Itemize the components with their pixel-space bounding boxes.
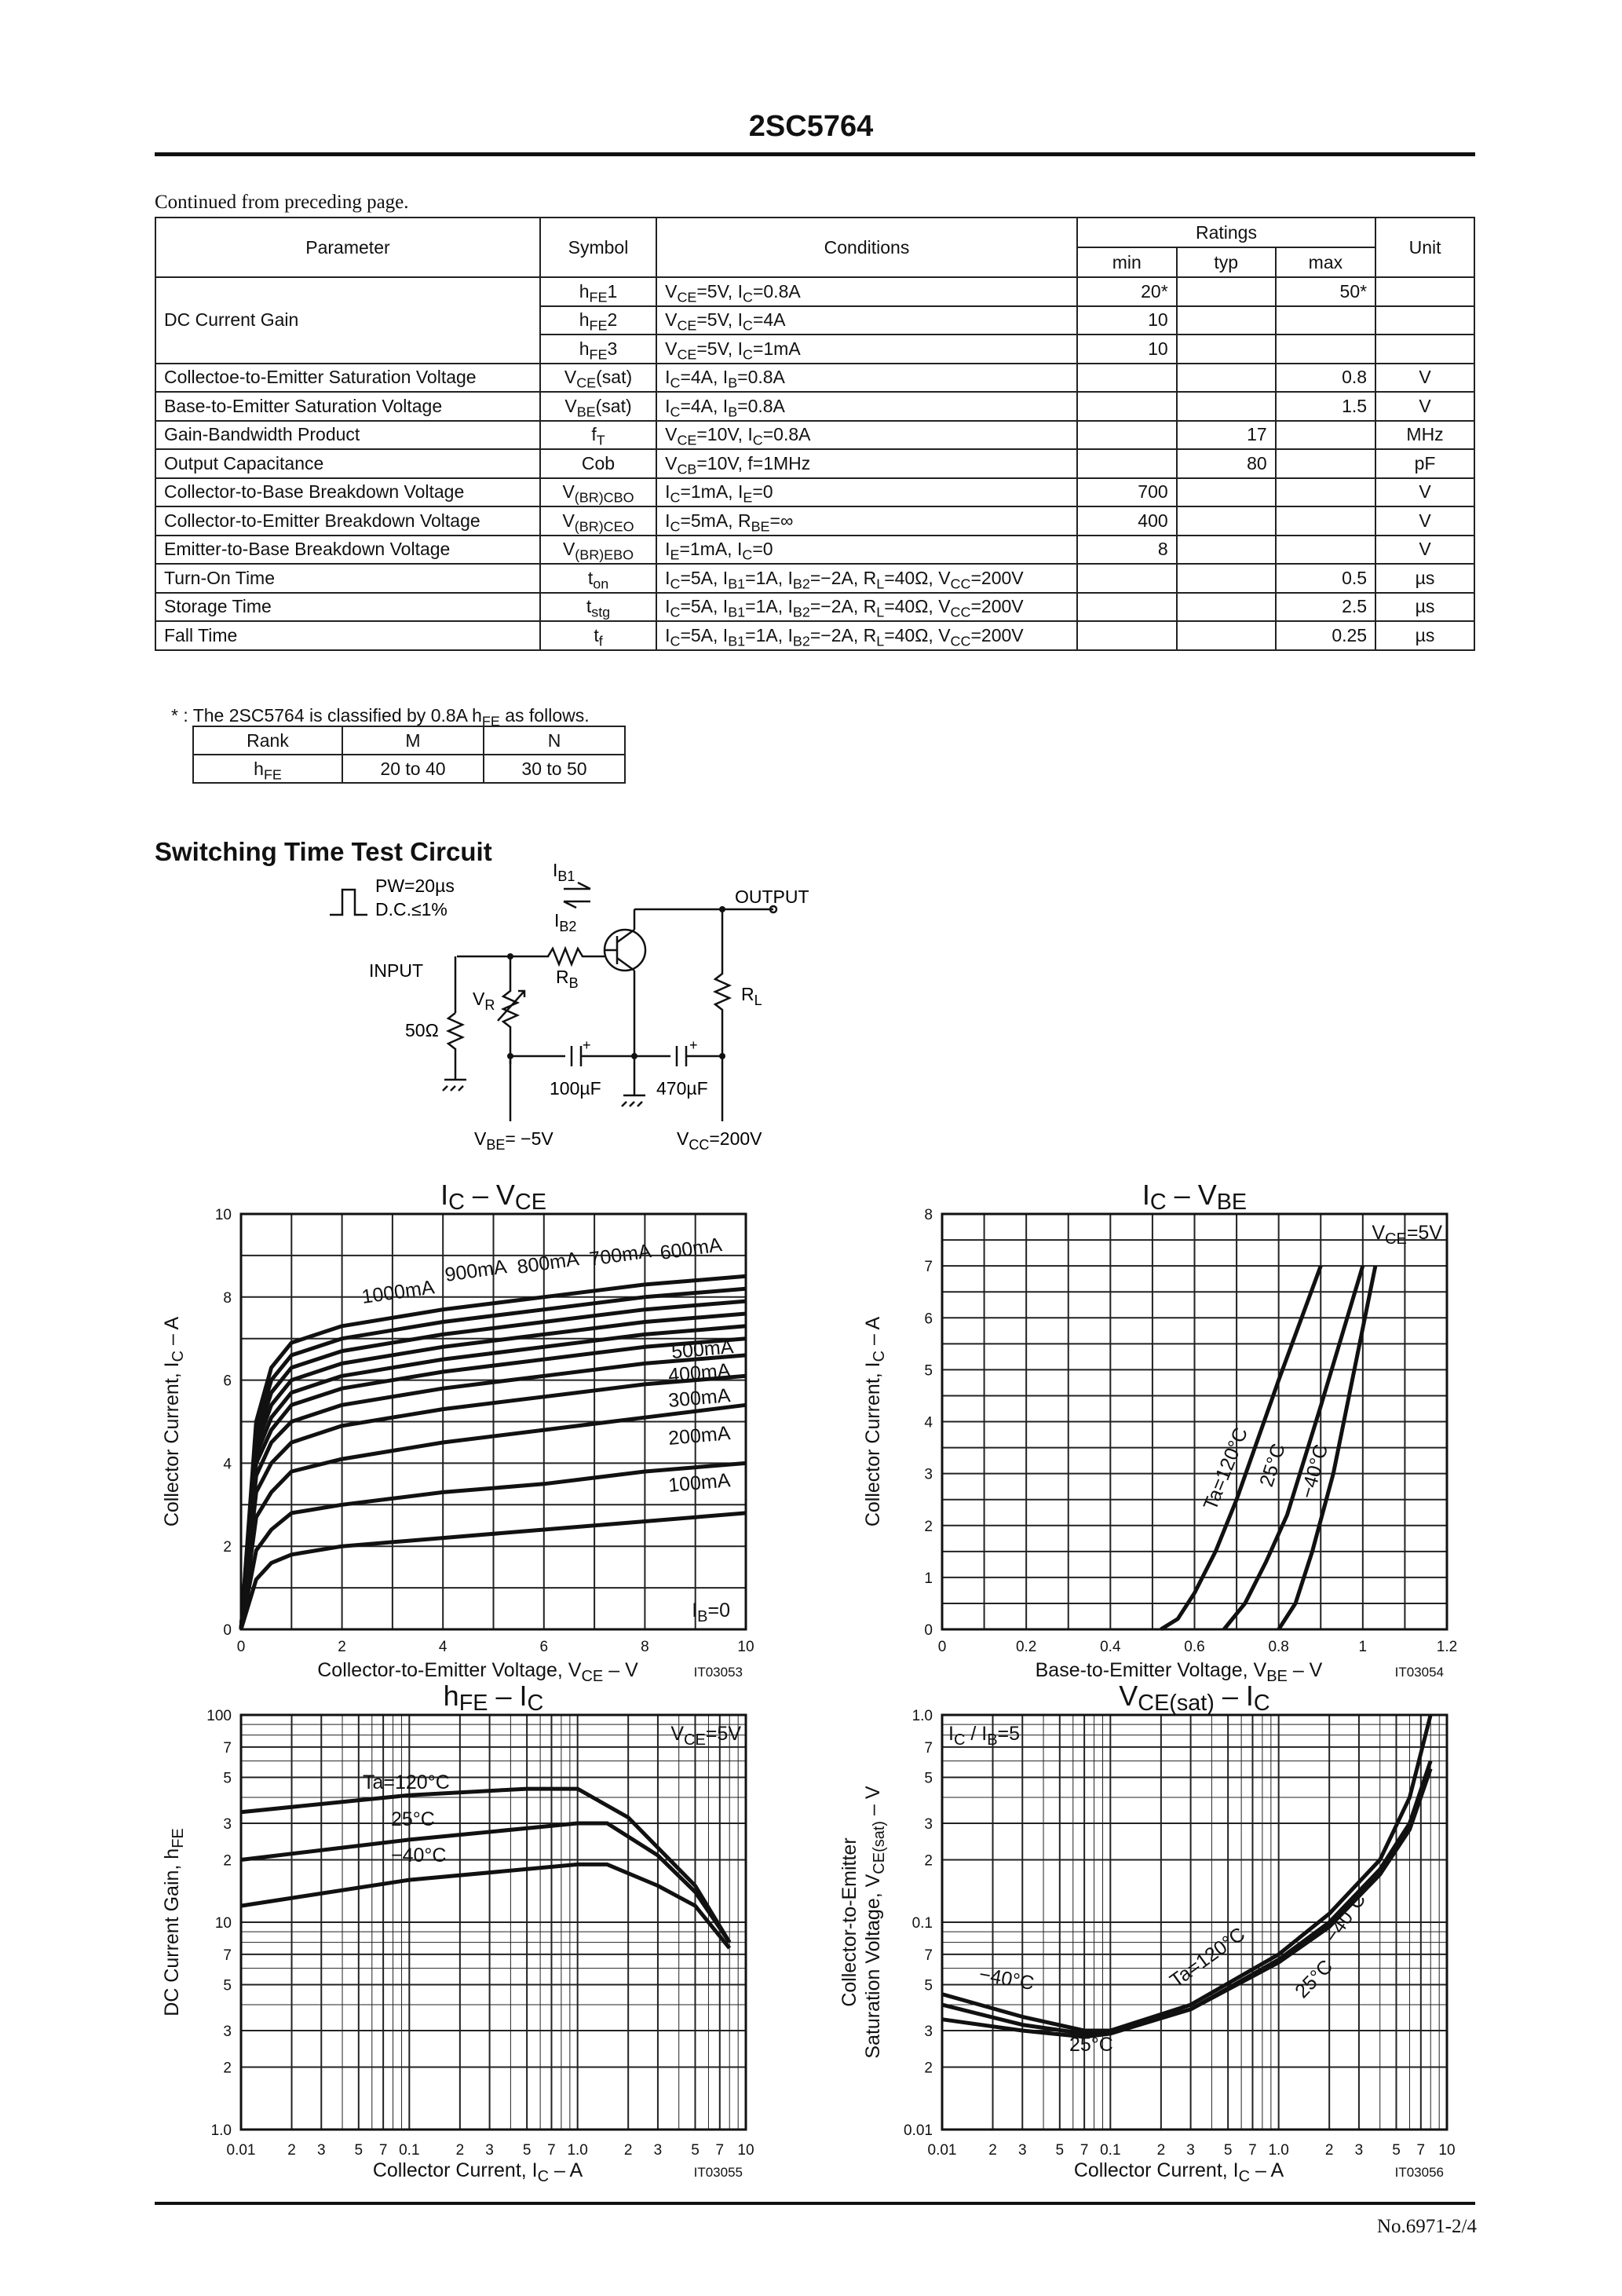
- y-tick-label: 4: [924, 1414, 933, 1431]
- y-axis-label: Collector-to-Emitter: [838, 1837, 860, 2007]
- symbol-cell: Cob: [540, 449, 656, 478]
- chart-title: IC – VCE: [440, 1179, 546, 1215]
- series-label: 400mA: [667, 1359, 732, 1387]
- circuit-title: Switching Time Test Circuit: [155, 837, 492, 866]
- series-label: 900mA: [443, 1256, 509, 1286]
- col-parameter: Parameter: [155, 218, 540, 277]
- symbol-cell: $V_{CE}(sat)$: [540, 364, 656, 393]
- y-tick-label: 2: [924, 2060, 933, 2077]
- col-conditions: Conditions: [656, 218, 1077, 277]
- chart-1: [161, 1179, 754, 1685]
- symbol-cell: $t_{stg}$: [540, 593, 656, 622]
- symbol-cell: $V_{(BR)CEO}$: [540, 506, 656, 536]
- unit-cell: V: [1375, 364, 1474, 393]
- param-label: $V_{CE}=5V$: [1372, 1222, 1442, 1248]
- col-max: max: [1276, 247, 1375, 277]
- param-cell: Storage Time: [155, 593, 540, 622]
- unit-cell: µs: [1375, 593, 1474, 622]
- ib2-label: $I_{B2}$: [554, 910, 577, 934]
- y-tick-label: 7: [223, 1739, 232, 1757]
- x-tick-label: 7: [378, 2142, 388, 2159]
- col-typ: typ: [1177, 247, 1276, 277]
- max-cell: 1.5: [1276, 392, 1375, 421]
- x-tick-label: 10: [1438, 2142, 1456, 2159]
- param-cell: Turn-On Time: [155, 564, 540, 593]
- y-tick-label: 3: [223, 1816, 232, 1834]
- conditions-cell: $I_C=1mA$, $I_E=0$: [656, 478, 1077, 507]
- x-tick-label: 2: [1156, 2142, 1166, 2159]
- symbol-cell: $t_{on}$: [540, 564, 656, 593]
- x-tick-label: 3: [1186, 2142, 1195, 2159]
- cap-plus-2: +: [689, 1037, 698, 1053]
- rl-label: $R_L$: [741, 984, 762, 1008]
- x-tick-label: 7: [547, 2142, 556, 2159]
- x-tick-label: 2: [455, 2142, 465, 2159]
- document-title: 2SC5764: [748, 110, 874, 143]
- x-tick-label: 2: [287, 2142, 296, 2159]
- x-axis-label: Collector-to-Emitter Voltage, $V_{CE}$ – V: [317, 1659, 638, 1685]
- chart-title: IC – VBE: [1142, 1179, 1248, 1215]
- rank-n-value: 30 to 50: [484, 755, 625, 783]
- rank-head-rank: Rank: [193, 726, 342, 755]
- y-tick-label: 1.0: [210, 2122, 232, 2139]
- series-label: 600mA: [658, 1234, 724, 1264]
- conditions-cell: $I_C=5A$, $I_{B1}=1A$, $I_{B2}=-2A$, $R_L=40\Omega$, $V_{CC}=200V$: [656, 621, 1077, 650]
- rank-m-value: 20 to 40: [342, 755, 484, 783]
- series-label: 25°C: [1255, 1441, 1290, 1490]
- unit-cell: V: [1375, 506, 1474, 536]
- x-tick-label: 5: [354, 2142, 363, 2159]
- min-cell: 8: [1077, 536, 1177, 565]
- y-tick-label: 8: [924, 1207, 933, 1223]
- unit-cell: pF: [1375, 449, 1474, 478]
- continued-note: Continued from preceding page.: [155, 192, 409, 213]
- symbol-cell: $V_{(BR)EBO}$: [540, 536, 656, 565]
- chart-code: IT03055: [693, 2165, 743, 2180]
- y-tick-label: 3: [223, 2024, 232, 2041]
- y-axis-label: DC Current Gain, $h_{FE}$: [161, 1828, 187, 2016]
- symbol-cell: $h_{FE}1$: [540, 277, 656, 306]
- x-tick-label: 0.6: [1184, 1639, 1205, 1655]
- param-cell: Collector-to-Emitter Breakdown Voltage: [155, 506, 540, 536]
- y-tick-label: 10: [214, 1915, 232, 1932]
- chart-4: [838, 1680, 1456, 2185]
- x-tick-label: 4: [438, 1639, 448, 1655]
- x-tick-label: 1: [1358, 1639, 1368, 1655]
- y-tick-label: 0.1: [911, 1915, 933, 1932]
- param-cell: Output Capacitance: [155, 449, 540, 478]
- vbe-label: $V_{BE}= -5V$: [474, 1128, 553, 1153]
- x-axis-label: Collector Current, $I_C$ – A: [1073, 2159, 1284, 2185]
- page-number: No.6971-2/4: [1376, 2216, 1477, 2237]
- x-tick-label: 7: [1248, 2142, 1257, 2159]
- series-label: Ta=120°C: [1199, 1424, 1253, 1514]
- max-cell: 2.5: [1276, 593, 1375, 622]
- x-tick-label: 0.4: [1100, 1639, 1121, 1655]
- x-tick-label: 0: [236, 1639, 246, 1655]
- x-tick-label: 0.8: [1268, 1639, 1289, 1655]
- min-cell: 400: [1077, 506, 1177, 536]
- unit-cell: MHz: [1375, 421, 1474, 450]
- y-tick-label: 1: [924, 1570, 933, 1587]
- x-tick-label: 1.0: [1268, 2142, 1289, 2159]
- symbol-cell: $V_{BE}(sat)$: [540, 392, 656, 421]
- x-tick-label: 3: [653, 2142, 663, 2159]
- y-axis-label: Collector Current, $I_C$ – A: [161, 1316, 187, 1527]
- series-line: [241, 1789, 729, 1943]
- series-label: 100mA: [667, 1469, 732, 1497]
- y-tick-label: 7: [924, 1259, 933, 1276]
- series-label: −40°C: [1295, 1442, 1333, 1501]
- chart-title: VCE(sat) – IC: [1119, 1680, 1270, 1716]
- x-tick-label: 0.2: [1015, 1639, 1037, 1655]
- series-label: Ta=120°C: [363, 1771, 450, 1793]
- series-label: 25°C: [1291, 1955, 1338, 2003]
- x-axis-label: Collector Current, $I_C$ – A: [372, 2159, 583, 2185]
- x-tick-label: 5: [1055, 2142, 1065, 2159]
- chart-title: hFE – IC: [443, 1680, 544, 1716]
- min-cell: 20*: [1077, 277, 1177, 306]
- conditions-cell: $V_{CE}=5V$, $I_C=4A$: [656, 306, 1077, 335]
- col-symbol: Symbol: [540, 218, 656, 277]
- param-cell: DC Current Gain: [155, 277, 540, 364]
- x-tick-label: 7: [1416, 2142, 1426, 2159]
- min-cell: 10: [1077, 335, 1177, 364]
- input-label: INPUT: [369, 960, 423, 981]
- y-tick-label: 0.01: [904, 2122, 933, 2139]
- r50-label: 50Ω: [405, 1020, 439, 1040]
- chart-code: IT03054: [1394, 1665, 1444, 1680]
- x-tick-label: 3: [1354, 2142, 1364, 2159]
- series-label: 500mA: [670, 1336, 735, 1363]
- y-tick-label: 2: [223, 1852, 232, 1870]
- unit-cell: V: [1375, 536, 1474, 565]
- max-cell: 0.5: [1276, 564, 1375, 593]
- y-tick-label: 3: [924, 1466, 933, 1483]
- unit-cell: µs: [1375, 564, 1474, 593]
- unit-cell: µs: [1375, 621, 1474, 650]
- y-tick-label: 10: [214, 1207, 232, 1223]
- x-tick-label: 1.2: [1436, 1639, 1458, 1655]
- series-label: Ta=120°C: [1166, 1923, 1250, 1992]
- conditions-cell: $I_C=4A$, $I_B=0.8A$: [656, 364, 1077, 393]
- y-tick-label: 8: [223, 1289, 232, 1307]
- x-tick-label: 0.1: [399, 2142, 420, 2159]
- y-tick-label: 0: [924, 1622, 933, 1639]
- unit-cell: V: [1375, 392, 1474, 421]
- x-tick-label: 2: [338, 1639, 346, 1655]
- y-tick-label: 5: [924, 1770, 933, 1787]
- vr-label: $V_R$: [473, 989, 495, 1013]
- max-cell: 50*: [1276, 277, 1375, 306]
- param-label: $I_C / I_B=5$: [948, 1723, 1021, 1749]
- x-tick-label: 2: [623, 2142, 633, 2159]
- y-tick-label: 100: [206, 1708, 232, 1724]
- conditions-cell: $I_C=5A$, $I_{B1}=1A$, $I_{B2}=-2A$, $R_L=40\Omega$, $V_{CC}=200V$: [656, 564, 1077, 593]
- series-label: 300mA: [667, 1384, 732, 1412]
- symbol-cell: $f_T$: [540, 421, 656, 450]
- symbol-cell: $h_{FE}3$: [540, 335, 656, 364]
- x-tick-label: 2: [988, 2142, 997, 2159]
- rank-head-n: N: [484, 726, 625, 755]
- series-label: 700mA: [587, 1240, 653, 1270]
- x-tick-label: 6: [539, 1639, 549, 1655]
- series-label: 800mA: [515, 1248, 581, 1278]
- conditions-cell: $V_{CB}=10V$, f=1MHz: [656, 449, 1077, 478]
- y-tick-label: 5: [924, 1362, 933, 1380]
- y-tick-label: 5: [223, 1977, 232, 1994]
- conditions-cell: $V_{CE}=5V$, $I_C=0.8A$: [656, 277, 1077, 306]
- param-cell: Base-to-Emitter Saturation Voltage: [155, 392, 540, 421]
- y-tick-label: 2: [223, 2060, 232, 2077]
- y-tick-label: 5: [924, 1977, 933, 1994]
- y-tick-label: 1.0: [911, 1708, 933, 1724]
- x-tick-label: 0.1: [1100, 2142, 1121, 2159]
- chart-2: [862, 1179, 1457, 1685]
- param-cell: Collector-to-Base Breakdown Voltage: [155, 478, 540, 507]
- typ-cell: 17: [1177, 421, 1276, 450]
- c100-label: 100µF: [550, 1078, 601, 1099]
- symbol-cell: $t_f$: [540, 621, 656, 650]
- y-tick-label: 2: [924, 1518, 933, 1535]
- y-tick-label: 0: [223, 1622, 232, 1639]
- c470-label: 470µF: [656, 1078, 708, 1099]
- y-tick-label: 7: [924, 1739, 933, 1757]
- conditions-cell: $I_E=1mA$, $I_C=0$: [656, 536, 1077, 565]
- rank-hfe-sub: FE: [263, 766, 282, 782]
- y-tick-label: 5: [223, 1770, 232, 1787]
- symbol-cell: $V_{(BR)CBO}$: [540, 478, 656, 507]
- y-tick-label: 2: [223, 1539, 232, 1556]
- series-label: 200mA: [667, 1422, 732, 1450]
- series-label: −40°C: [391, 1844, 447, 1866]
- y-tick-label: 4: [223, 1456, 232, 1473]
- x-tick-label: 8: [641, 1639, 649, 1655]
- chart-code: IT03056: [1394, 2165, 1444, 2180]
- conditions-cell: $V_{CE}=10V$, $I_C=0.8A$: [656, 421, 1077, 450]
- y-tick-label: 6: [924, 1311, 933, 1328]
- rank-note-sub: FE: [481, 713, 500, 729]
- output-label: OUTPUT: [735, 887, 809, 907]
- x-axis-label: Base-to-Emitter Voltage, $V_{BE}$ – V: [1035, 1659, 1323, 1685]
- y-axis-label: Collector Current, $I_C$ – A: [862, 1316, 888, 1527]
- series-line: [241, 1823, 729, 1943]
- x-tick-label: 10: [737, 1639, 754, 1655]
- vcc-label: $V_{CC}=200V$: [677, 1128, 762, 1153]
- col-unit: Unit: [1375, 218, 1474, 277]
- conditions-cell: $I_C=5mA$, $R_{BE}=\infty$: [656, 506, 1077, 536]
- x-tick-label: 10: [737, 2142, 754, 2159]
- x-tick-label: 2: [1324, 2142, 1334, 2159]
- param-cell: Fall Time: [155, 621, 540, 650]
- series-label: 25°C: [1069, 2034, 1113, 2056]
- symbol-cell: $h_{FE}2$: [540, 306, 656, 335]
- y-tick-label: 7: [223, 1947, 232, 1964]
- rank-hfe-h: h: [254, 758, 264, 779]
- x-tick-label: 3: [316, 2142, 326, 2159]
- param-label: $V_{CE}=5V$: [670, 1723, 741, 1749]
- x-tick-label: 7: [715, 2142, 725, 2159]
- col-min: min: [1077, 247, 1177, 277]
- col-ratings: Ratings: [1077, 218, 1375, 247]
- duty-cycle-label: D.C.≤1%: [375, 899, 448, 919]
- x-tick-label: 1.0: [567, 2142, 588, 2159]
- chart-code: IT03053: [693, 1665, 743, 1680]
- conditions-cell: $V_{CE}=5V$, $I_C=1mA$: [656, 335, 1077, 364]
- series-label: −40°C: [977, 1963, 1036, 1995]
- y-tick-label: 3: [924, 2024, 933, 2041]
- param-cell: Gain-Bandwidth Product: [155, 421, 540, 450]
- param-label: $I_B=0$: [692, 1600, 730, 1625]
- y-tick-label: 7: [924, 1947, 933, 1964]
- conditions-cell: $I_C=4A$, $I_B=0.8A$: [656, 392, 1077, 421]
- y-tick-label: 2: [924, 1852, 933, 1870]
- cap-plus-1: +: [583, 1037, 591, 1053]
- rank-note-b: as follows.: [499, 705, 590, 726]
- series-line: [241, 1864, 729, 1948]
- min-cell: 700: [1077, 478, 1177, 507]
- chart-3: [161, 1680, 754, 2185]
- conditions-cell: $I_C=5A$, $I_{B1}=1A$, $I_{B2}=-2A$, $R_L=40\Omega$, $V_{CC}=200V$: [656, 593, 1077, 622]
- x-tick-label: 5: [1392, 2142, 1401, 2159]
- series-label: 25°C: [391, 1808, 435, 1830]
- series-label: 1000mA: [360, 1276, 437, 1308]
- rb-label: $R_B$: [556, 967, 579, 991]
- x-tick-label: 5: [522, 2142, 532, 2159]
- typ-cell: 80: [1177, 449, 1276, 478]
- ib1-label: $I_{B1}$: [553, 860, 575, 884]
- max-cell: 0.25: [1276, 621, 1375, 650]
- unit-cell: V: [1375, 478, 1474, 507]
- rank-note-a: * : The 2SC5764 is classified by 0.8A h: [171, 705, 482, 726]
- x-tick-label: 0: [937, 1639, 947, 1655]
- y-tick-label: 3: [924, 1816, 933, 1834]
- x-tick-label: 7: [1080, 2142, 1089, 2159]
- rank-head-m: M: [342, 726, 484, 755]
- x-tick-label: 3: [485, 2142, 494, 2159]
- series-label: −40°C: [1320, 1888, 1371, 1947]
- min-cell: 10: [1077, 306, 1177, 335]
- param-cell: Emitter-to-Base Breakdown Voltage: [155, 536, 540, 565]
- x-tick-label: 0.01: [226, 2142, 256, 2159]
- y-tick-label: 6: [223, 1373, 232, 1390]
- y-axis-label: Saturation Voltage, $V_{CE(sat)}$ – V: [862, 1786, 888, 2059]
- max-cell: 0.8: [1276, 364, 1375, 393]
- x-tick-label: 0.01: [927, 2142, 957, 2159]
- x-tick-label: 5: [691, 2142, 700, 2159]
- footer-rule: [155, 2202, 1475, 2205]
- x-tick-label: 5: [1223, 2142, 1233, 2159]
- pulse-width-label: PW=20µs: [375, 876, 455, 896]
- param-cell: Collectoe-to-Emitter Saturation Voltage: [155, 364, 540, 393]
- x-tick-label: 3: [1017, 2142, 1027, 2159]
